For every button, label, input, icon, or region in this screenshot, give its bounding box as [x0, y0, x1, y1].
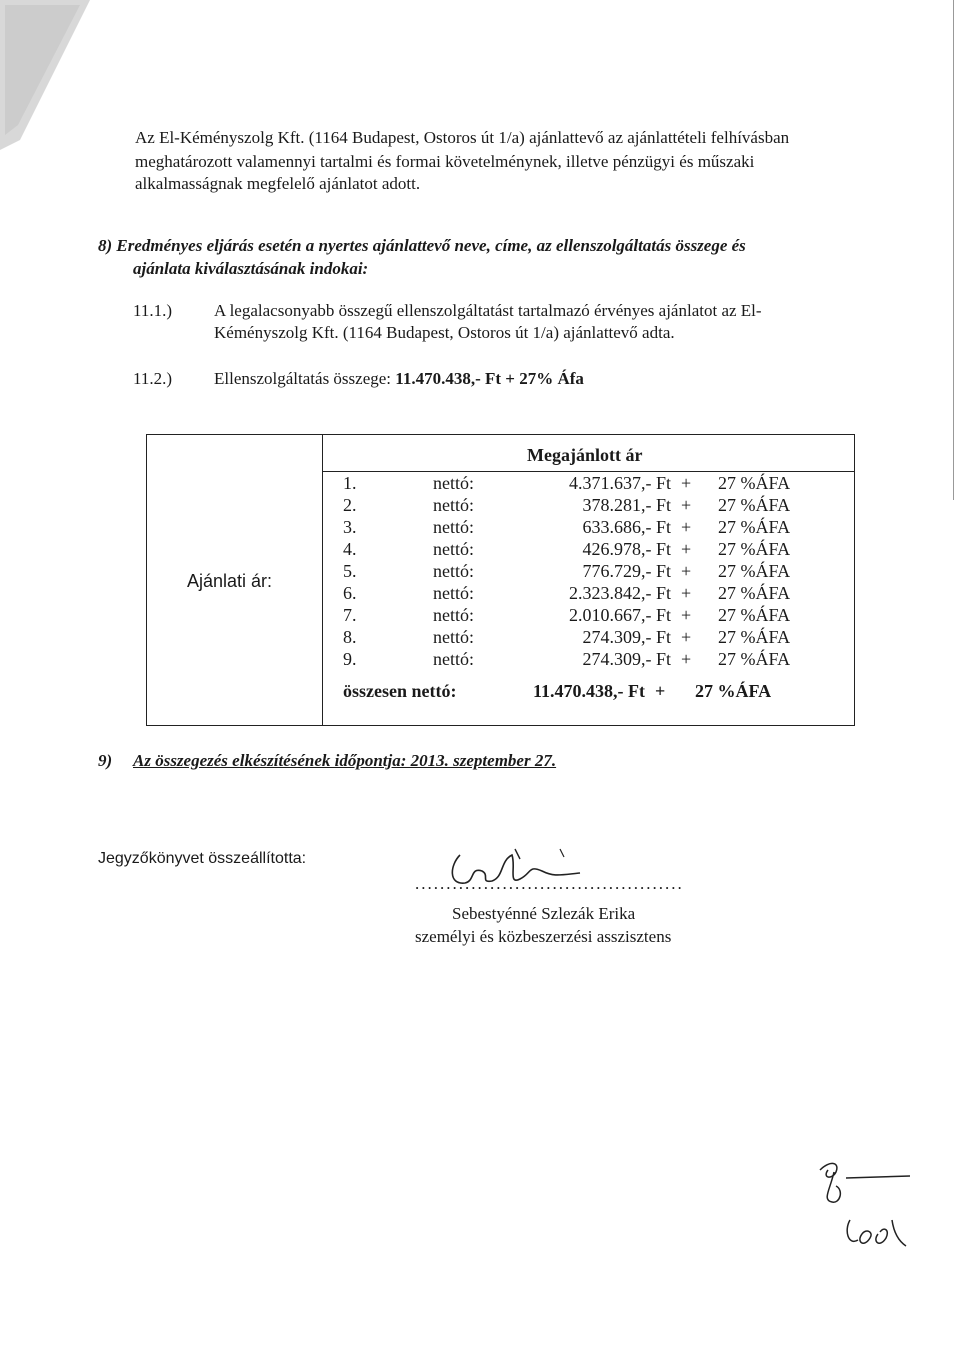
intro-line-1: Az El-Kéményszolg Kft. (1164 Budapest, Ostoros út 1/a) ajánlattevő az ajánlattételi felhívásban — [135, 128, 790, 147]
total-vat: 27 %ÁFA — [695, 681, 772, 701]
row-index: 6. — [343, 583, 357, 603]
row-amount: 4.371.637,- Ft — [568, 473, 671, 493]
item-11-1-number: 11.1.) — [133, 301, 173, 320]
item-11-2-value: 11.470.438,- Ft + 27% Áfa — [395, 369, 584, 388]
row-amount: 274.309,- Ft — [582, 627, 671, 647]
row-amount: 2.323.842,- Ft — [568, 583, 671, 603]
row-vat: 27 %ÁFA — [718, 627, 791, 647]
row-vat: 27 %ÁFA — [718, 495, 791, 515]
row-index: 8. — [343, 627, 357, 647]
row-label: nettó: — [433, 539, 474, 559]
row-index: 5. — [343, 561, 357, 581]
row-amount: 274.309,- Ft — [582, 649, 671, 669]
intro-line-2: meghatározott valamennyi tartalmi és formai követelménynek, illetve pénzügyi és műszaki — [135, 152, 755, 171]
row-vat: 27 %ÁFA — [718, 561, 791, 581]
row-index: 9. — [343, 649, 357, 669]
row-vat: 27 %ÁFA — [718, 605, 791, 625]
section-8-heading-line-1: 8) Eredményes eljárás esetén a nyertes ajánlattevő neve, címe, az ellenszolgáltatás összege és — [98, 236, 746, 255]
section-9-heading: Az összegezés elkészítésének időpontja: 2013. szeptember 27. — [133, 751, 557, 770]
row-amount: 2.010.667,- Ft — [568, 605, 671, 625]
row-index: 1. — [343, 473, 357, 493]
scan-edge-line — [953, 0, 954, 500]
row-label: nettó: — [433, 517, 474, 537]
item-11-1-line-1: A legalacsonyabb összegű ellenszolgáltatást tartalmazó érvényes ajánlatot az El- — [214, 301, 762, 320]
row-amount: 426.978,- Ft — [582, 539, 671, 559]
row-amount: 776.729,- Ft — [582, 561, 671, 581]
row-label: nettó: — [433, 473, 474, 493]
row-index: 3. — [343, 517, 357, 537]
row-index: 4. — [343, 539, 357, 559]
row-plus: + — [681, 495, 692, 515]
row-vat: 27 %ÁFA — [718, 649, 791, 669]
row-plus: + — [681, 517, 692, 537]
row-label: nettó: — [433, 561, 474, 581]
row-plus: + — [681, 649, 692, 669]
row-vat: 27 %ÁFA — [718, 583, 791, 603]
row-vat: 27 %ÁFA — [718, 517, 791, 537]
total-amount: 11.470.438,- Ft — [533, 681, 645, 701]
row-amount: 633.686,- Ft — [582, 517, 671, 537]
total-label: összesen nettó: — [343, 681, 457, 701]
row-label: nettó: — [433, 649, 474, 669]
row-label: nettó: — [433, 627, 474, 647]
row-amount: 378.281,- Ft — [582, 495, 671, 515]
row-label: nettó: — [433, 605, 474, 625]
row-label: nettó: — [433, 583, 474, 603]
section-9-number: 9) — [98, 751, 113, 770]
signature-line: ........................................... — [415, 874, 684, 893]
offer-price-label: Ajánlati ár: — [187, 571, 273, 591]
row-vat: 27 %ÁFA — [718, 539, 791, 559]
item-11-1-line-2: Kéményszolg Kft. (1164 Budapest, Ostoros út 1/a) ajánlattevő adta. — [214, 323, 675, 342]
signer-role: személyi és közbeszerzési asszisztens — [415, 927, 672, 946]
intro-line-3: alkalmasságnak megfelelő ajánlatot adott. — [135, 174, 421, 193]
table-column-divider — [322, 435, 323, 725]
total-plus: + — [655, 681, 666, 701]
item-11-2-number: 11.2.) — [133, 369, 173, 388]
row-plus: + — [681, 473, 692, 493]
item-11-2-text — [214, 368, 584, 390]
item-11-2-label: Ellenszolgáltatás összege: — [214, 369, 396, 388]
row-index: 7. — [343, 605, 357, 625]
row-label: nettó: — [433, 495, 474, 515]
offered-price-header: Megajánlott ár — [527, 445, 643, 465]
row-plus: + — [681, 561, 692, 581]
section-8-heading-line-2: ajánlata kiválasztásának indokai: — [133, 259, 369, 278]
row-vat: 27 %ÁFA — [718, 473, 791, 493]
table-header-rule — [322, 471, 854, 472]
signer-name: Sebestyénné Szlezák Erika — [452, 904, 636, 923]
scan-corner-artifact — [0, 0, 110, 150]
offer-price-table — [146, 434, 855, 726]
row-plus: + — [681, 583, 692, 603]
compiled-by-label: Jegyzőkönyvet összeállította: — [98, 850, 307, 867]
row-index: 2. — [343, 495, 357, 515]
row-plus: + — [681, 605, 692, 625]
row-plus: + — [681, 627, 692, 647]
row-plus: + — [681, 539, 692, 559]
handwritten-initials — [800, 1150, 930, 1260]
